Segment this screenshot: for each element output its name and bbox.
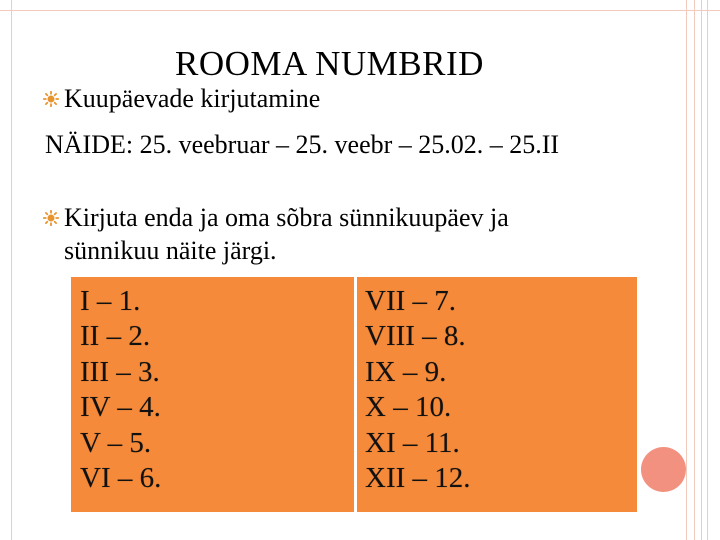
table-cell: III – 3.: [80, 355, 160, 388]
bullet-item-dates: [43, 82, 320, 115]
sun-bullet-icon: [43, 91, 59, 107]
sun-bullet-icon: [43, 210, 59, 226]
roman-numerals-table: [71, 277, 637, 512]
frame-right-line-2: [694, 0, 695, 540]
frame-right-line-4: [707, 0, 708, 540]
frame-top-line: [0, 10, 720, 11]
table-cell: IV – 4.: [80, 391, 161, 424]
frame-left-line: [11, 0, 12, 540]
bullet-item-task: [43, 201, 509, 267]
table-cell: VII – 7.: [365, 285, 457, 317]
table-cell: XI – 11.: [365, 426, 460, 459]
bullet-text-task-line2: sünnikuu näite järgi.: [64, 236, 277, 265]
table-column-left: [71, 277, 354, 512]
decorative-circle: [641, 447, 686, 492]
bullet-text-task-line1: Kirjuta enda ja oma sõbra sünnikuupäev ja: [64, 203, 509, 232]
table-cell: VI – 6.: [80, 462, 162, 495]
frame-right-line-1: [686, 0, 687, 540]
table-cell: VIII – 8.: [365, 320, 466, 353]
table-cell: X – 10.: [365, 391, 452, 424]
table-cell: I – 1.: [80, 285, 141, 317]
frame-right-line-3: [701, 0, 702, 540]
example-line: NÄIDE: 25. veebruar – 25. veebr – 25.02. – 25.II: [45, 130, 560, 159]
bullet-text-dates: Kuupäevade kirjutamine: [64, 84, 321, 113]
table-cell: IX – 9.: [365, 355, 447, 388]
table-cell: V – 5.: [80, 426, 152, 459]
slide-title: ROOMA NUMBRID: [175, 44, 484, 83]
table-cell: II – 2.: [80, 320, 151, 353]
table-column-right: [354, 277, 637, 512]
table-cell: XII – 12.: [365, 462, 471, 495]
